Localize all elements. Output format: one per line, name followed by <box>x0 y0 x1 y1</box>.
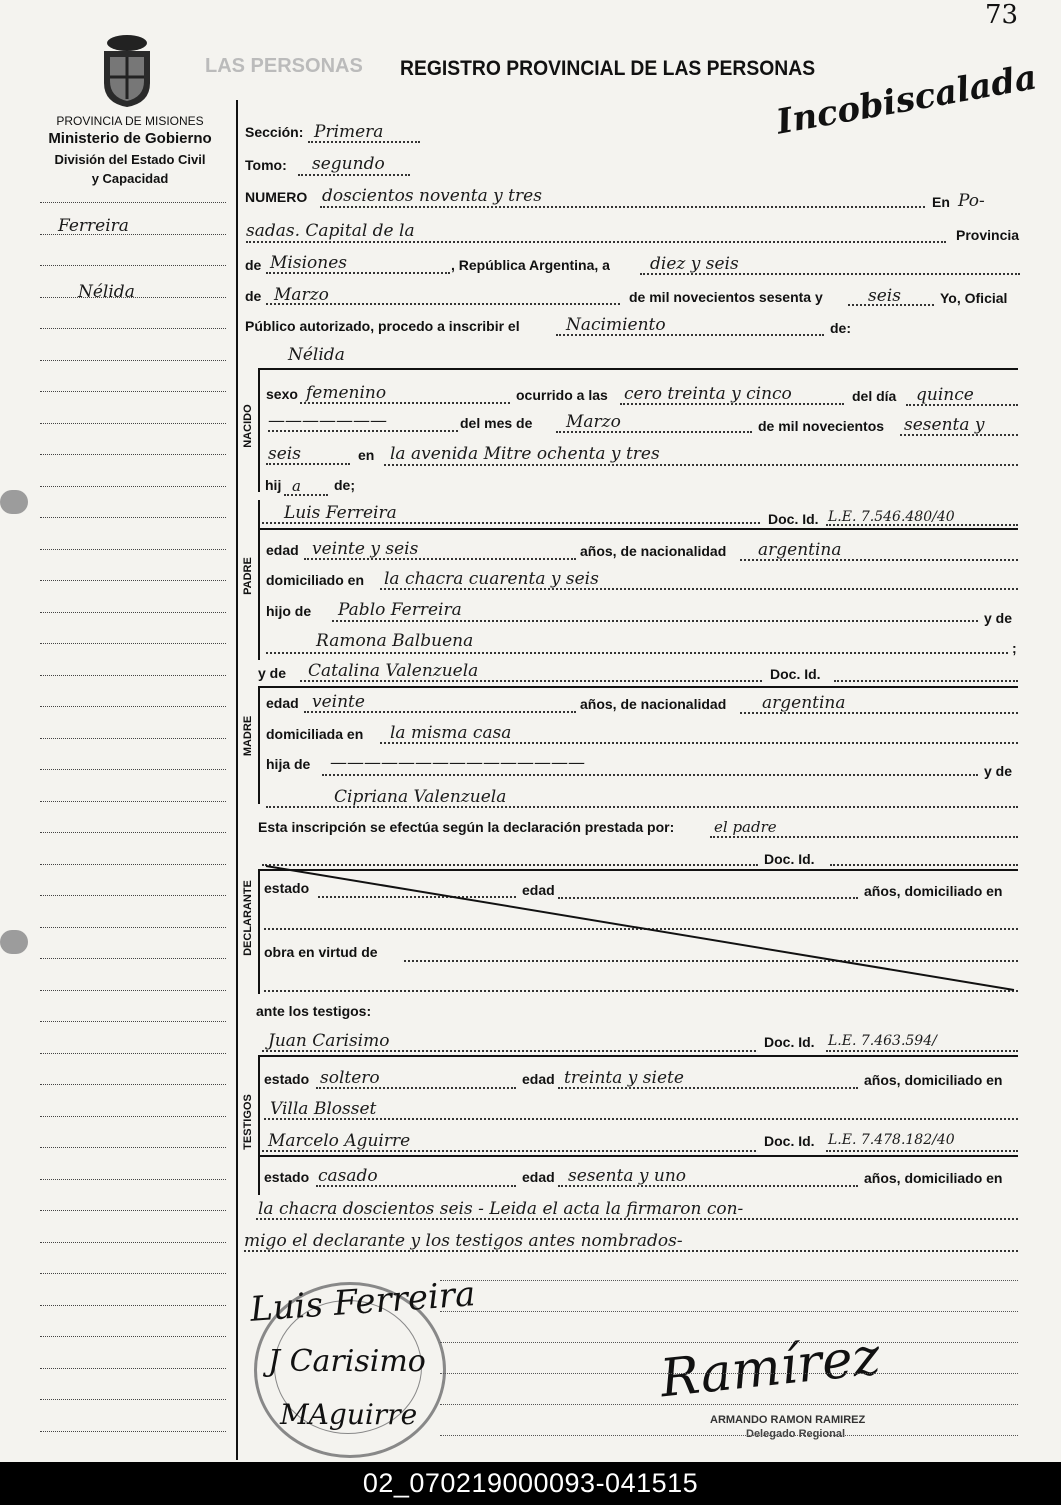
padre-edad-value: veinte y seis <box>312 539 419 559</box>
declarante-obra-label: obra en virtud de <box>264 944 378 960</box>
dia-continuation: ——————— <box>268 411 387 431</box>
nacido-side-label: NACIDO <box>242 404 254 448</box>
testigo1-estado-label: estado <box>264 1071 310 1087</box>
padre-doc-value: L.E. 7.546.480/40 <box>828 509 955 525</box>
margin-rule-line <box>40 958 226 959</box>
nacido-nombre: Nélida <box>288 345 345 365</box>
signature-rule-line <box>440 1280 1018 1281</box>
de-label: de <box>245 257 262 273</box>
division-label: División del Estado Civil <box>54 152 206 167</box>
margin-rule-line <box>40 643 226 644</box>
oficial-stamp-2: Delegado Regional <box>746 1428 846 1440</box>
margin-rule-line <box>40 1147 226 1148</box>
margin-rule-line <box>40 738 226 739</box>
margin-rule-line <box>40 675 226 676</box>
padre-side-label: PADRE <box>242 557 254 595</box>
cierre-text: migo el declarante y los testigos antes nombrados- <box>244 1231 683 1251</box>
declarante-anios-label: años, domiciliado en <box>864 883 1003 899</box>
testigo2-estado-label: estado <box>264 1169 310 1185</box>
margin-rule-line <box>40 1210 226 1211</box>
margin-rule-line <box>40 895 226 896</box>
seccion-value: Primera <box>314 122 384 142</box>
dia-value: quince <box>916 385 974 405</box>
testigo2-edad-value: sesenta y uno <box>568 1166 687 1186</box>
margin-rule-line <box>40 1273 226 1274</box>
sexo-label: sexo <box>266 386 298 402</box>
madre-nacionalidad-value: argentina <box>762 693 846 713</box>
padre-nacionalidad-label: años, de nacionalidad <box>580 543 727 559</box>
inscripcion-value: el padre <box>714 818 777 836</box>
province-label: PROVINCIA DE MISIONES <box>56 114 204 128</box>
margin-rule-line <box>40 832 226 833</box>
margin-rule-line <box>40 864 226 865</box>
padre-nacionalidad-value: argentina <box>758 540 842 560</box>
margin-rule-line <box>40 1431 226 1432</box>
margin-rule-line <box>40 202 226 203</box>
madre-edad-value: veinte <box>312 692 365 712</box>
padre-padre-value: Pablo Ferreira <box>338 600 462 620</box>
provincia-value: Misiones <box>270 253 347 273</box>
margin-rule-line <box>40 454 226 455</box>
binder-hole-icon <box>0 930 28 954</box>
signature-rule-line <box>440 1435 1018 1436</box>
declarante-doc-label: Doc. Id. <box>764 851 815 867</box>
anio-continuation: seis <box>268 444 301 464</box>
provincia-label: Provincia <box>956 227 1020 243</box>
firma-oficial: Ramírez <box>657 1326 883 1410</box>
margin-rule-line <box>40 580 226 581</box>
tomo-value: segundo <box>312 154 385 174</box>
testigo2-nombre: Marcelo Aguirre <box>268 1131 411 1151</box>
firma-testigo-2: MAguirre <box>280 1398 418 1431</box>
testigo2-doc-value: L.E. 7.478.182/40 <box>828 1132 955 1148</box>
oficial-stamp: ARMANDO RAMON RAMIREZ <box>710 1414 866 1426</box>
document-title: REGISTRO PROVINCIAL DE LAS PERSONAS <box>400 57 816 80</box>
margin-rule-line <box>40 1021 226 1022</box>
signature-rule-line <box>440 1404 1018 1405</box>
madre-nacionalidad-label: años, de nacionalidad <box>580 696 727 712</box>
margin-rule-line <box>40 391 226 392</box>
del-dia-label: del día <box>852 388 897 404</box>
surname-handwritten: Ferreira <box>58 216 129 236</box>
de-label-2: de <box>245 288 262 304</box>
en-nacido-label: en <box>358 447 375 463</box>
ocurrido-label: ocurrido a las <box>516 387 608 403</box>
testigo2-doc-label: Doc. Id. <box>764 1133 815 1149</box>
margin-rule-line <box>40 517 226 518</box>
testigo1-edad-label: edad <box>522 1071 555 1087</box>
firma-testigo-1: J Carisimo <box>268 1344 426 1379</box>
margin-rule-line <box>40 1242 226 1243</box>
madre-doc-label: Doc. Id. <box>770 666 821 682</box>
coat-of-arms-icon <box>98 33 156 108</box>
madre-hija-value: ——————————————— <box>330 753 585 773</box>
corner-signature: Incobiscalada <box>773 57 1040 143</box>
given-name-handwritten: Nélida <box>78 282 135 302</box>
dia-value: diez y seis <box>650 254 739 274</box>
margin-rule-line <box>40 1305 226 1306</box>
madre-y-de-label-2: y de <box>984 763 1013 779</box>
margin-rule-line <box>40 769 226 770</box>
margin-rule-line <box>40 1336 226 1337</box>
declarante-edad-label: edad <box>522 882 555 898</box>
page-number: 73 <box>985 0 1019 30</box>
padre-nombre: Luis Ferreira <box>284 503 397 523</box>
lugar-nacido-value: la avenida Mitre ochenta y tres <box>390 444 660 464</box>
signature-rule-line <box>440 1311 1018 1312</box>
margin-rule-line <box>40 1084 226 1085</box>
sexo-value: femenino <box>306 383 387 403</box>
margin-rule-line <box>40 297 226 298</box>
margin-rule-line <box>40 234 226 235</box>
margin-rule-line <box>40 927 226 928</box>
margin-rule-line <box>40 328 226 329</box>
numero-value: doscientos noventa y tres <box>322 186 542 206</box>
testigo1-doc-label: Doc. Id. <box>764 1034 815 1050</box>
lugar-value: sadas. Capital de la <box>246 221 415 241</box>
testigo1-doc-value: L.E. 7.463.594/ <box>828 1033 937 1049</box>
padre-madre-value: Ramona Balbuena <box>316 631 474 651</box>
del-mes-label: del mes de <box>460 415 533 431</box>
binder-hole-icon <box>0 490 28 514</box>
hora-value: cero treinta y cinco <box>624 384 792 404</box>
republica-label: , República Argentina, a <box>451 257 610 273</box>
padre-y-de-label: y de <box>984 610 1013 626</box>
padre-edad-label: edad <box>266 542 299 558</box>
margin-rule-line <box>40 360 226 361</box>
yo-oficial-label: Yo, Oficial <box>940 290 1008 306</box>
madre-domicilio-label: domiciliada en <box>266 726 364 742</box>
numero-label: NUMERO <box>245 189 308 205</box>
margin-rule-line <box>40 1368 226 1369</box>
padre-hijo-label: hijo de <box>266 603 312 619</box>
file-id-footer: 02_070219000093-041515 <box>0 1462 1061 1505</box>
en-value: Po- <box>958 191 985 211</box>
madre-hija-label: hija de <box>266 756 311 772</box>
padre-semicolon: ; <box>1012 640 1017 656</box>
testigo2-domicilio: la chacra doscientos seis - Leida el acta la firmaron con- <box>258 1199 744 1219</box>
hij-value: a <box>292 477 301 495</box>
margin-rule-line <box>40 706 226 707</box>
declarante-strike-line <box>258 860 1020 996</box>
madre-domicilio-value: la misma casa <box>390 723 512 743</box>
acto-value: Nacimiento <box>566 315 666 335</box>
hij-label: hij <box>265 477 282 493</box>
declarante-side-label: DECLARANTE <box>242 880 254 956</box>
de-semicolon-label: de; <box>334 477 355 493</box>
margin-rule-line <box>40 1179 226 1180</box>
margin-rule-line <box>40 1116 226 1117</box>
margin-rule-line <box>40 423 226 424</box>
inscripcion-label: Esta inscripción se efectúa según la declaración prestada por: <box>258 819 675 835</box>
mes-nacido-value: Marzo <box>566 412 621 432</box>
de-colon-label: de: <box>830 320 851 336</box>
en-label: En <box>932 194 950 210</box>
testigo1-edad-value: treinta y siete <box>564 1068 684 1088</box>
tomo-label: Tomo: <box>245 157 287 173</box>
publico-label: Público autorizado, procedo a inscribir el <box>245 318 520 334</box>
margin-rule-line <box>40 1053 226 1054</box>
testigo1-anios-label: años, domiciliado en <box>864 1072 1003 1088</box>
declarante-estado-label: estado <box>264 880 310 896</box>
milnov-nacido-label: de mil novecientos <box>758 418 885 434</box>
milnov-label: de mil novecientos sesenta y <box>629 289 823 305</box>
margin-rule-line <box>40 265 226 266</box>
padre-domicilio-label: domiciliado en <box>266 572 365 588</box>
madre-side-label: MADRE <box>242 715 254 757</box>
ministry-label: Ministerio de Gobierno <box>48 130 212 147</box>
madre-madre-value: Cipriana Valenzuela <box>334 787 507 807</box>
testigo1-nombre: Juan Carisimo <box>268 1031 390 1051</box>
faded-stamp: LAS PERSONAS <box>205 55 363 77</box>
testigos-side-label: TESTIGOS <box>242 1094 254 1150</box>
firma-declarante: Luis Ferreira <box>248 1274 477 1330</box>
madre-edad-label: edad <box>266 695 299 711</box>
signature-rule-line <box>440 1342 1018 1343</box>
testigo1-domicilio: Villa Blosset <box>270 1099 377 1119</box>
anio-value: seis <box>868 286 901 306</box>
margin-rule-line <box>40 990 226 991</box>
madre-y-de-label: y de <box>258 665 287 681</box>
testigos-ante-label: ante los testigos: <box>256 1003 372 1019</box>
padre-doc-label: Doc. Id. <box>768 511 819 527</box>
margin-rule-line <box>40 486 226 487</box>
testigo2-edad-label: edad <box>522 1169 555 1185</box>
madre-nombre: Catalina Valenzuela <box>308 661 479 681</box>
testigo2-estado-value: casado <box>318 1166 378 1186</box>
signature-rule-line <box>440 1373 1018 1374</box>
testigo2-anios-label: años, domiciliado en <box>864 1170 1003 1186</box>
margin-rule-line <box>40 612 226 613</box>
mes-value: Marzo <box>274 285 329 305</box>
margin-rule-line <box>40 1399 226 1400</box>
capacity-label: y Capacidad <box>91 171 169 186</box>
padre-domicilio-value: la chacra cuarenta y seis <box>384 569 599 589</box>
seccion-label: Sección: <box>245 124 304 140</box>
frame-line <box>236 100 238 1460</box>
anio-nacido-value: sesenta y <box>904 415 985 435</box>
testigo1-estado-value: soltero <box>320 1068 380 1088</box>
margin-rule-line <box>40 801 226 802</box>
margin-rule-line <box>40 549 226 550</box>
